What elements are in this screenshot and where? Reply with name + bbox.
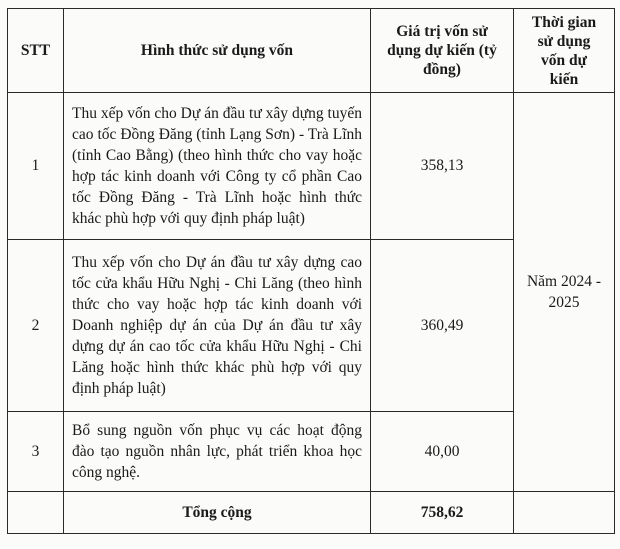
total-empty-cell: [514, 492, 615, 534]
header-value: Giá trị vốn sử dụng dự kiến (tỷ đồng): [371, 9, 514, 93]
header-time: Thời gian sử dụng vốn dự kiến: [514, 9, 615, 93]
row-stt: 3: [8, 412, 64, 492]
row-form: Thu xếp vốn cho Dự án đầu tư xây dựng tuyến cao tốc Đồng Đăng (tỉnh Lạng Sơn) - Trà Lĩnh (tỉnh Cao Bằng) (theo hình thức cho vay hoặc hợp tác kinh doanh với Công ty cổ phần Cao tốc Đồng Đăng - Trà Lĩnh hoặc hình thức khác phù hợp với quy định pháp luật): [64, 93, 371, 240]
table-header-row: [8, 9, 615, 93]
total-row: [8, 492, 615, 534]
row-stt: 2: [8, 240, 64, 412]
header-stt: STT: [8, 9, 64, 93]
row-form: Bổ sung nguồn vốn phục vụ các hoạt động đào tạo nguồn nhân lực, phát triển khoa học công nghệ.: [64, 412, 371, 492]
header-form: Hình thức sử dụng vốn: [64, 9, 371, 93]
total-empty-cell: [8, 492, 64, 534]
row-value: 40,00: [371, 412, 514, 492]
row-value: 358,13: [371, 93, 514, 240]
row-value: 360,49: [371, 240, 514, 412]
table-row: [8, 93, 615, 240]
total-value: 758,62: [371, 492, 514, 534]
row-form: Thu xếp vốn cho Dự án đầu tư xây dựng cao tốc cửa khẩu Hữu Nghị - Chi Lăng (theo hình thức cho vay hoặc hợp tác kinh doanh với Doanh nghiệp dự án của Dự án đầu tư xây dựng dự án cao tốc cửa khẩu Hữu Nghị - Chi Lăng hoặc hình thức khác phù hợp với quy định pháp luật): [64, 240, 371, 412]
row-stt: 1: [8, 93, 64, 240]
usage-time: [514, 93, 615, 492]
capital-usage-table: [7, 8, 615, 534]
usage-time-text: Năm 2024 - 2025: [526, 273, 602, 311]
total-label: Tổng cộng: [64, 492, 371, 534]
